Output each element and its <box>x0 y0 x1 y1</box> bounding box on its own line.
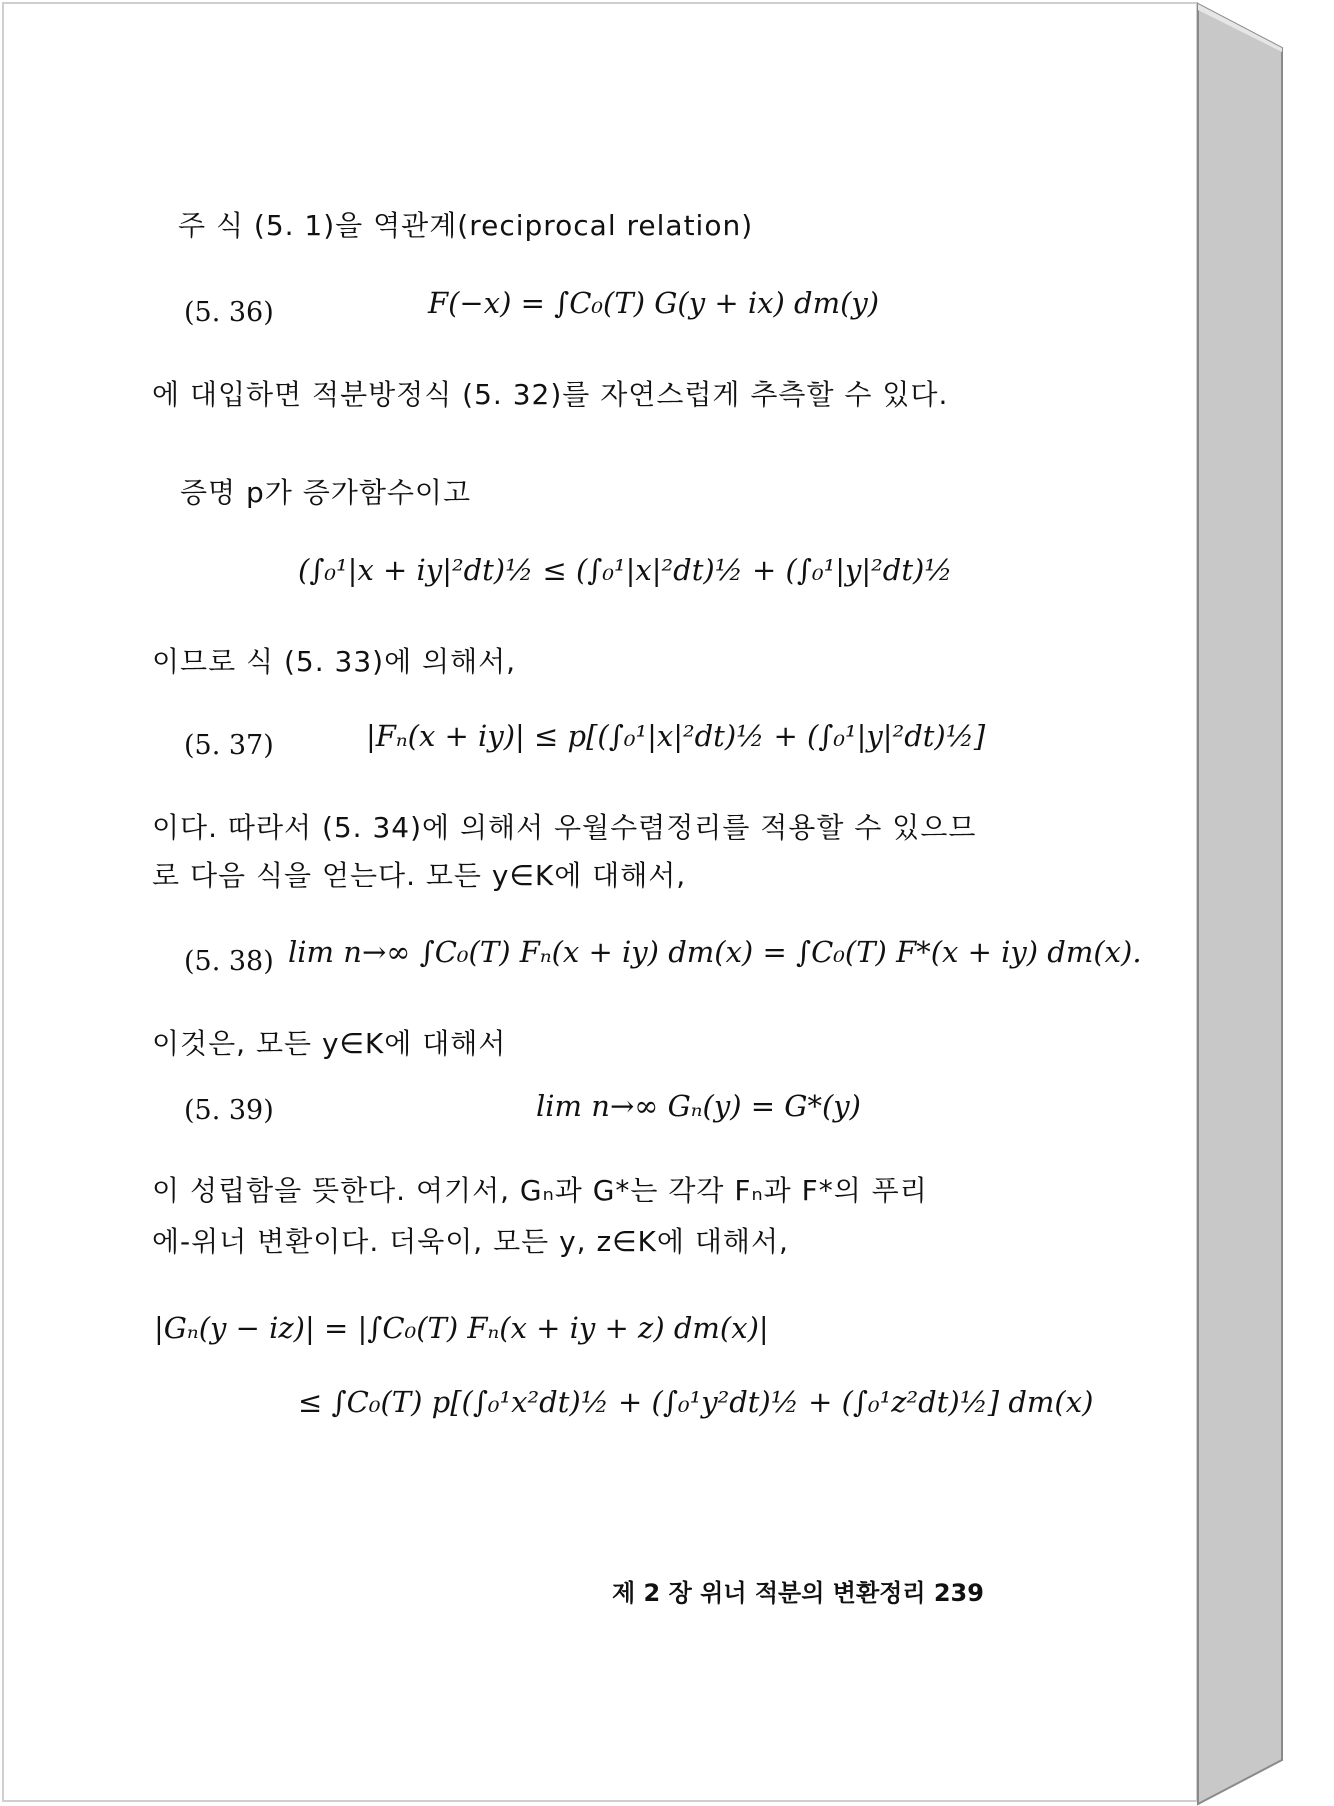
equation-5-39: lim n→∞ Gₙ(y) = G*(y) <box>536 1089 861 1123</box>
equation-bound-line-1: |Gₙ(y − iz)| = |∫C₀(T) Fₙ(x + iy + z) dm(x)| <box>154 1311 769 1345</box>
text-line-5: 이다. 따라서 (5. 34)에 의해서 우월수렴정리를 적용할 수 있으므 <box>152 811 977 844</box>
text-line-1: 주 식 (5. 1)을 역관계(reciprocal relation) <box>178 209 754 242</box>
equation-5-36: F(−x) = ∫C₀(T) G(y + ix) dm(y) <box>428 286 880 320</box>
page-footer: 제 2 장 위너 적분의 변환정리 239 <box>612 1579 984 1607</box>
equation-5-38: lim n→∞ ∫C₀(T) Fₙ(x + iy) dm(x) = ∫C₀(T) F*(x + iy) dm(x). <box>288 935 1142 969</box>
text-line-8: 이 성립함을 뜻한다. 여기서, Gₙ과 G*는 각각 Fₙ과 F*의 푸리 <box>152 1174 928 1207</box>
text-line-7: 이것은, 모든 y∈K에 대해서 <box>152 1027 507 1060</box>
text-line-6: 로 다음 식을 얻는다. 모든 y∈K에 대해서, <box>152 859 687 892</box>
equation-number-5-36: (5. 36) <box>184 297 274 328</box>
equation-number-5-38: (5. 38) <box>184 946 274 977</box>
text-line-2: 에 대입하면 적분방정식 (5. 32)를 자연스럽게 추측할 수 있다. <box>152 378 949 411</box>
equation-number-5-37: (5. 37) <box>184 730 274 761</box>
text-line-9: 에-위너 변환이다. 더욱이, 모든 y, z∈K에 대해서, <box>152 1225 789 1258</box>
equation-number-5-39: (5. 39) <box>184 1095 274 1126</box>
inequality-triangle: (∫₀¹|x + iy|²dt)½ ≤ (∫₀¹|x|²dt)½ + (∫₀¹|y|²dt)½ <box>298 553 953 587</box>
text-line-4: 이므로 식 (5. 33)에 의해서, <box>152 645 517 678</box>
equation-bound-line-2: ≤ ∫C₀(T) p[(∫₀¹x²dt)½ + (∫₀¹y²dt)½ + (∫₀¹z²dt)½] dm(x) <box>298 1385 1094 1419</box>
equation-5-37: |Fₙ(x + iy)| ≤ p[(∫₀¹|x|²dt)½ + (∫₀¹|y|²dt)½] <box>366 719 986 753</box>
text-line-3-proof: 증명 p가 증가함수이고 <box>180 476 472 509</box>
